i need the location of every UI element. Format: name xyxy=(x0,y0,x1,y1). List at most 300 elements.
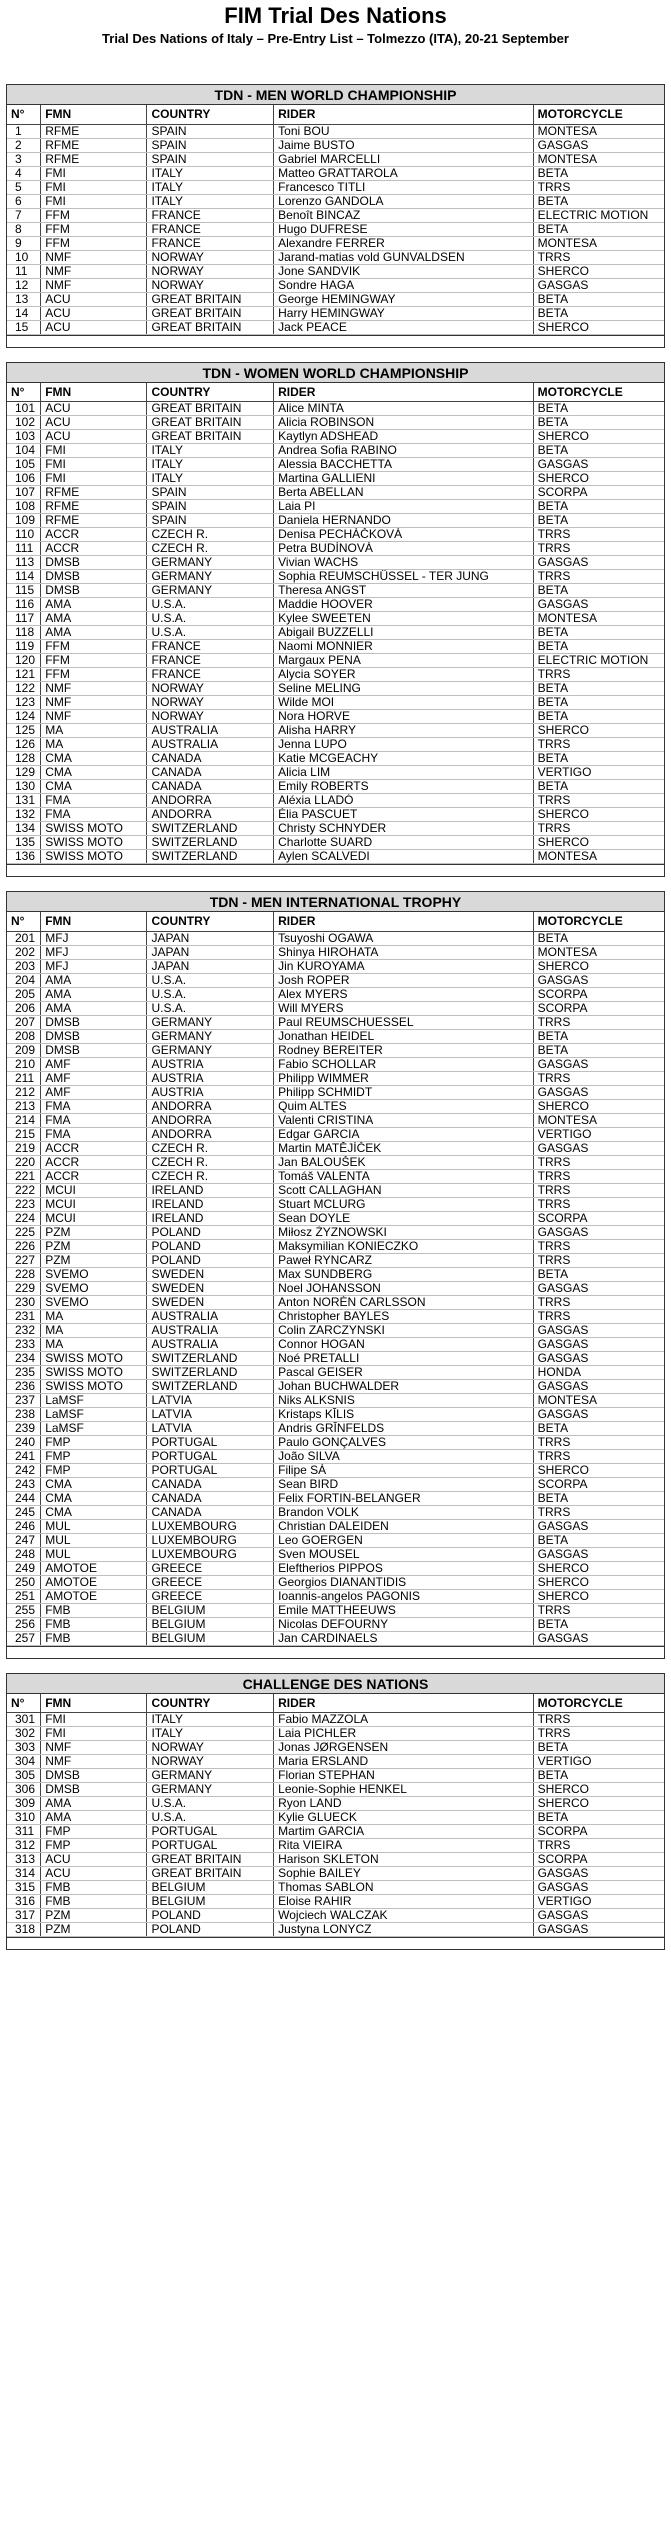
cell-country: POLAND xyxy=(147,1225,274,1239)
cell-fmn: RFME xyxy=(41,486,147,500)
cell-motorcycle: MONTESA xyxy=(533,152,664,166)
cell-fmn: FMP xyxy=(41,1435,147,1449)
cell-number: 6 xyxy=(7,194,41,208)
cell-country: ANDORRA xyxy=(147,1099,274,1113)
cell-number: 309 xyxy=(7,1797,41,1811)
table-row xyxy=(7,612,664,626)
table-row xyxy=(7,1713,664,1727)
cell-fmn: MFJ xyxy=(41,959,147,973)
table-row xyxy=(7,402,664,416)
cell-motorcycle: TRRS xyxy=(533,1169,664,1183)
cell-number: 257 xyxy=(7,1631,41,1645)
table-row xyxy=(7,822,664,836)
cell-rider: Benoît BINCAZ xyxy=(274,208,534,222)
cell-number: 4 xyxy=(7,166,41,180)
cell-rider: Noel JOHANSSON xyxy=(274,1281,534,1295)
table-row xyxy=(7,1727,664,1741)
table-row xyxy=(7,945,664,959)
column-header-motorcycle: MOTORCYCLE xyxy=(533,1694,664,1713)
cell-fmn: ACU xyxy=(41,1867,147,1881)
table-row xyxy=(7,556,664,570)
cell-fmn: RFME xyxy=(41,138,147,152)
cell-country: GREAT BRITAIN xyxy=(147,416,274,430)
table-row xyxy=(7,444,664,458)
cell-country: CANADA xyxy=(147,752,274,766)
cell-country: NORWAY xyxy=(147,1741,274,1755)
cell-number: 232 xyxy=(7,1323,41,1337)
table-row xyxy=(7,514,664,528)
cell-country: GERMANY xyxy=(147,1029,274,1043)
table-header-row xyxy=(7,1694,664,1713)
cell-country: GREAT BRITAIN xyxy=(147,320,274,334)
column-header-rider: RIDER xyxy=(274,105,534,124)
cell-country: FRANCE xyxy=(147,222,274,236)
cell-number: 135 xyxy=(7,836,41,850)
column-header-number: N° xyxy=(7,383,41,402)
cell-fmn: FMB xyxy=(41,1617,147,1631)
table-row xyxy=(7,1547,664,1561)
cell-country: FRANCE xyxy=(147,640,274,654)
cell-motorcycle: BETA xyxy=(533,931,664,945)
cell-fmn: DMSB xyxy=(41,1769,147,1783)
cell-number: 227 xyxy=(7,1253,41,1267)
cell-number: 206 xyxy=(7,1001,41,1015)
cell-number: 256 xyxy=(7,1617,41,1631)
cell-motorcycle: BETA xyxy=(533,222,664,236)
table-row xyxy=(7,1379,664,1393)
cell-country: NORWAY xyxy=(147,696,274,710)
cell-rider: Alessia BACCHETTA xyxy=(274,458,534,472)
cell-country: POLAND xyxy=(147,1923,274,1937)
table-row xyxy=(7,1811,664,1825)
cell-number: 311 xyxy=(7,1825,41,1839)
document-subtitle: Trial Des Nations of Italy – Pre-Entry List – Tolmezzo (ITA), 20-21 September xyxy=(102,31,569,46)
cell-fmn: SWISS MOTO xyxy=(41,836,147,850)
cell-motorcycle: TRRS xyxy=(533,570,664,584)
cell-number: 255 xyxy=(7,1603,41,1617)
cell-rider: Martin MATĚJÍČEK xyxy=(274,1141,534,1155)
cell-fmn: MUL xyxy=(41,1519,147,1533)
cell-country: BELGIUM xyxy=(147,1881,274,1895)
table-row xyxy=(7,542,664,556)
cell-number: 310 xyxy=(7,1811,41,1825)
table-row xyxy=(7,1169,664,1183)
cell-motorcycle: TRRS xyxy=(533,1713,664,1727)
table-row xyxy=(7,836,664,850)
cell-country: GREAT BRITAIN xyxy=(147,292,274,306)
cell-motorcycle: TRRS xyxy=(533,1449,664,1463)
table-row xyxy=(7,1741,664,1755)
cell-fmn: SVEMO xyxy=(41,1295,147,1309)
entry-section xyxy=(6,1673,665,1951)
cell-fmn: DMSB xyxy=(41,1029,147,1043)
section-title: CHALLENGE DES NATIONS xyxy=(7,1674,664,1694)
cell-number: 104 xyxy=(7,444,41,458)
cell-country: PORTUGAL xyxy=(147,1449,274,1463)
cell-motorcycle: TRRS xyxy=(533,1183,664,1197)
cell-country: FRANCE xyxy=(147,208,274,222)
table-row xyxy=(7,1505,664,1519)
cell-motorcycle: GASGAS xyxy=(533,556,664,570)
cell-country: PORTUGAL xyxy=(147,1463,274,1477)
cell-rider: Katie MCGEACHY xyxy=(274,752,534,766)
cell-rider: Fabio SCHOLLAR xyxy=(274,1057,534,1071)
column-header-country: COUNTRY xyxy=(147,912,274,931)
cell-motorcycle: BETA xyxy=(533,1491,664,1505)
cell-motorcycle: SHERCO xyxy=(533,1783,664,1797)
cell-fmn: DMSB xyxy=(41,1015,147,1029)
table-row xyxy=(7,1155,664,1169)
cell-motorcycle: BETA xyxy=(533,752,664,766)
cell-motorcycle: GASGAS xyxy=(533,1085,664,1099)
cell-country: U.S.A. xyxy=(147,1001,274,1015)
cell-fmn: SWISS MOTO xyxy=(41,822,147,836)
table-row xyxy=(7,1113,664,1127)
cell-fmn: NMF xyxy=(41,682,147,696)
cell-number: 106 xyxy=(7,472,41,486)
entry-table xyxy=(7,912,664,1646)
cell-country: CZECH R. xyxy=(147,542,274,556)
cell-country: SPAIN xyxy=(147,500,274,514)
cell-rider: Filipe SÁ xyxy=(274,1463,534,1477)
cell-country: CZECH R. xyxy=(147,1155,274,1169)
table-row xyxy=(7,1839,664,1853)
cell-number: 208 xyxy=(7,1029,41,1043)
cell-number: 1 xyxy=(7,124,41,138)
table-row xyxy=(7,654,664,668)
cell-country: SPAIN xyxy=(147,152,274,166)
cell-number: 302 xyxy=(7,1727,41,1741)
table-row xyxy=(7,752,664,766)
table-row xyxy=(7,1853,664,1867)
cell-country: LUXEMBOURG xyxy=(147,1547,274,1561)
cell-motorcycle: TRRS xyxy=(533,668,664,682)
cell-number: 202 xyxy=(7,945,41,959)
cell-fmn: DMSB xyxy=(41,584,147,598)
cell-motorcycle: GASGAS xyxy=(533,1323,664,1337)
cell-number: 306 xyxy=(7,1783,41,1797)
cell-fmn: LaMSF xyxy=(41,1421,147,1435)
cell-country: ITALY xyxy=(147,1713,274,1727)
cell-rider: Alicia LIM xyxy=(274,766,534,780)
cell-rider: Brandon VOLK xyxy=(274,1505,534,1519)
table-row xyxy=(7,584,664,598)
cell-motorcycle: MONTESA xyxy=(533,124,664,138)
cell-motorcycle: GASGAS xyxy=(533,1057,664,1071)
table-row xyxy=(7,500,664,514)
cell-number: 235 xyxy=(7,1365,41,1379)
table-row xyxy=(7,710,664,724)
cell-country: LATVIA xyxy=(147,1393,274,1407)
cell-number: 115 xyxy=(7,584,41,598)
table-row xyxy=(7,1491,664,1505)
cell-rider: Thomas SABLON xyxy=(274,1881,534,1895)
cell-rider: Rodney BEREITER xyxy=(274,1043,534,1057)
column-header-fmn: FMN xyxy=(41,383,147,402)
cell-motorcycle: GASGAS xyxy=(533,278,664,292)
table-row xyxy=(7,1617,664,1631)
cell-number: 116 xyxy=(7,598,41,612)
table-row xyxy=(7,626,664,640)
cell-country: ANDORRA xyxy=(147,1113,274,1127)
cell-fmn: NMF xyxy=(41,710,147,724)
cell-fmn: MA xyxy=(41,1337,147,1351)
cell-fmn: FMI xyxy=(41,166,147,180)
cell-fmn: PZM xyxy=(41,1923,147,1937)
cell-country: PORTUGAL xyxy=(147,1435,274,1449)
cell-number: 241 xyxy=(7,1449,41,1463)
cell-motorcycle: BETA xyxy=(533,780,664,794)
cell-motorcycle: SCORPA xyxy=(533,987,664,1001)
cell-fmn: FFM xyxy=(41,668,147,682)
table-row xyxy=(7,1407,664,1421)
cell-country: AUSTRIA xyxy=(147,1071,274,1085)
table-row xyxy=(7,1211,664,1225)
table-header-row xyxy=(7,383,664,402)
table-row xyxy=(7,780,664,794)
cell-fmn: AMA xyxy=(41,973,147,987)
cell-rider: Rita VIEIRA xyxy=(274,1839,534,1853)
cell-rider: Martim GARCIA xyxy=(274,1825,534,1839)
cell-number: 317 xyxy=(7,1909,41,1923)
cell-country: AUSTRALIA xyxy=(147,738,274,752)
cell-fmn: MA xyxy=(41,724,147,738)
cell-number: 251 xyxy=(7,1589,41,1603)
cell-number: 248 xyxy=(7,1547,41,1561)
cell-motorcycle: GASGAS xyxy=(533,1519,664,1533)
cell-rider: Andris GRĪNFELDS xyxy=(274,1421,534,1435)
table-row xyxy=(7,1043,664,1057)
cell-motorcycle: TRRS xyxy=(533,1197,664,1211)
table-row xyxy=(7,931,664,945)
cell-number: 219 xyxy=(7,1141,41,1155)
cell-rider: Jack PEACE xyxy=(274,320,534,334)
cell-number: 131 xyxy=(7,794,41,808)
cell-motorcycle: SCORPA xyxy=(533,1825,664,1839)
cell-country: NORWAY xyxy=(147,278,274,292)
cell-country: GERMANY xyxy=(147,584,274,598)
cell-rider: Wojciech WALCZAK xyxy=(274,1909,534,1923)
cell-number: 234 xyxy=(7,1351,41,1365)
cell-rider: Alexandre FERRER xyxy=(274,236,534,250)
cell-fmn: NMF xyxy=(41,696,147,710)
section-title: TDN - WOMEN WORLD CHAMPIONSHIP xyxy=(7,363,664,383)
cell-motorcycle: TRRS xyxy=(533,528,664,542)
cell-number: 203 xyxy=(7,959,41,973)
cell-motorcycle: SHERCO xyxy=(533,472,664,486)
cell-fmn: CMA xyxy=(41,1505,147,1519)
table-row xyxy=(7,794,664,808)
cell-country: SWEDEN xyxy=(147,1295,274,1309)
cell-rider: Quim ALTES xyxy=(274,1099,534,1113)
table-row xyxy=(7,1239,664,1253)
cell-motorcycle: SCORPA xyxy=(533,1211,664,1225)
table-row xyxy=(7,208,664,222)
cell-number: 103 xyxy=(7,430,41,444)
cell-fmn: MFJ xyxy=(41,931,147,945)
entry-table xyxy=(7,383,664,865)
cell-number: 14 xyxy=(7,306,41,320)
cell-number: 9 xyxy=(7,236,41,250)
cell-fmn: FMB xyxy=(41,1631,147,1645)
cell-country: GREAT BRITAIN xyxy=(147,1867,274,1881)
cell-rider: Niks ALKSNIS xyxy=(274,1393,534,1407)
table-row xyxy=(7,738,664,752)
cell-number: 213 xyxy=(7,1099,41,1113)
cell-country: CANADA xyxy=(147,1505,274,1519)
cell-country: LUXEMBOURG xyxy=(147,1519,274,1533)
table-row xyxy=(7,222,664,236)
table-row xyxy=(7,1631,664,1645)
cell-number: 220 xyxy=(7,1155,41,1169)
column-header-number: N° xyxy=(7,105,41,124)
cell-motorcycle: SHERCO xyxy=(533,1589,664,1603)
cell-number: 305 xyxy=(7,1769,41,1783)
cell-number: 240 xyxy=(7,1435,41,1449)
cell-fmn: RFME xyxy=(41,514,147,528)
cell-motorcycle: VERTIGO xyxy=(533,1127,664,1141)
cell-fmn: FFM xyxy=(41,222,147,236)
cell-motorcycle: GASGAS xyxy=(533,1867,664,1881)
cell-rider: Christopher BAYLES xyxy=(274,1309,534,1323)
cell-fmn: RFME xyxy=(41,124,147,138)
cell-fmn: AMOTOE xyxy=(41,1589,147,1603)
cell-number: 223 xyxy=(7,1197,41,1211)
cell-motorcycle: SHERCO xyxy=(533,724,664,738)
cell-number: 101 xyxy=(7,402,41,416)
cell-country: CZECH R. xyxy=(147,1169,274,1183)
cell-rider: Stuart MCLURG xyxy=(274,1197,534,1211)
table-row xyxy=(7,1127,664,1141)
cell-fmn: AMOTOE xyxy=(41,1575,147,1589)
table-row xyxy=(7,292,664,306)
cell-rider: Noé PRETALLI xyxy=(274,1351,534,1365)
table-row xyxy=(7,1589,664,1603)
cell-motorcycle: SHERCO xyxy=(533,1561,664,1575)
cell-motorcycle: SHERCO xyxy=(533,836,664,850)
cell-rider: Jenna LUPO xyxy=(274,738,534,752)
cell-number: 123 xyxy=(7,696,41,710)
cell-fmn: AMF xyxy=(41,1071,147,1085)
cell-motorcycle: GASGAS xyxy=(533,973,664,987)
cell-fmn: AMA xyxy=(41,626,147,640)
cell-number: 301 xyxy=(7,1713,41,1727)
table-row xyxy=(7,1099,664,1113)
cell-rider: Alycia SOYER xyxy=(274,668,534,682)
cell-rider: Jonathan HEIDEL xyxy=(274,1029,534,1043)
cell-rider: Florian STEPHAN xyxy=(274,1769,534,1783)
cell-country: U.S.A. xyxy=(147,973,274,987)
cell-number: 242 xyxy=(7,1463,41,1477)
cell-rider: Charlotte SUARD xyxy=(274,836,534,850)
cell-fmn: FMI xyxy=(41,194,147,208)
cell-number: 231 xyxy=(7,1309,41,1323)
cell-rider: Matteo GRATTAROLA xyxy=(274,166,534,180)
table-row xyxy=(7,598,664,612)
cell-number: 314 xyxy=(7,1867,41,1881)
column-header-rider: RIDER xyxy=(274,383,534,402)
cell-country: AUSTRALIA xyxy=(147,1309,274,1323)
cell-number: 134 xyxy=(7,822,41,836)
cell-number: 15 xyxy=(7,320,41,334)
cell-rider: Petra BUDÍNOVÁ xyxy=(274,542,534,556)
cell-motorcycle: GASGAS xyxy=(533,1631,664,1645)
table-row xyxy=(7,236,664,250)
cell-motorcycle: TRRS xyxy=(533,180,664,194)
cell-motorcycle: TRRS xyxy=(533,1253,664,1267)
cell-fmn: PZM xyxy=(41,1239,147,1253)
cell-rider: Lorenzo GANDOLA xyxy=(274,194,534,208)
table-row xyxy=(7,1295,664,1309)
cell-country: ANDORRA xyxy=(147,794,274,808)
cell-fmn: MFJ xyxy=(41,945,147,959)
cell-rider: Sven MOUSEL xyxy=(274,1547,534,1561)
table-row xyxy=(7,1421,664,1435)
table-row xyxy=(7,850,664,864)
table-row xyxy=(7,570,664,584)
cell-rider: Seline MELING xyxy=(274,682,534,696)
cell-country: SWITZERLAND xyxy=(147,1351,274,1365)
cell-number: 117 xyxy=(7,612,41,626)
table-row xyxy=(7,696,664,710)
cell-number: 250 xyxy=(7,1575,41,1589)
cell-number: 225 xyxy=(7,1225,41,1239)
cell-rider: Harison SKLETON xyxy=(274,1853,534,1867)
cell-rider: Harry HEMINGWAY xyxy=(274,306,534,320)
cell-rider: Denisa PECHÁČKOVÁ xyxy=(274,528,534,542)
cell-country: GREECE xyxy=(147,1589,274,1603)
table-row xyxy=(7,1337,664,1351)
cell-country: GERMANY xyxy=(147,570,274,584)
cell-fmn: FMP xyxy=(41,1839,147,1853)
table-row xyxy=(7,1867,664,1881)
cell-motorcycle: SHERCO xyxy=(533,1463,664,1477)
cell-motorcycle: BETA xyxy=(533,1267,664,1281)
table-row xyxy=(7,124,664,138)
cell-number: 226 xyxy=(7,1239,41,1253)
cell-country: JAPAN xyxy=(147,931,274,945)
cell-country: SPAIN xyxy=(147,124,274,138)
cell-rider: Connor HOGAN xyxy=(274,1337,534,1351)
cell-motorcycle: TRRS xyxy=(533,250,664,264)
cell-motorcycle: TRRS xyxy=(533,1155,664,1169)
cell-fmn: SVEMO xyxy=(41,1281,147,1295)
table-row xyxy=(7,152,664,166)
cell-number: 209 xyxy=(7,1043,41,1057)
cell-motorcycle: BETA xyxy=(533,194,664,208)
cell-country: ITALY xyxy=(147,166,274,180)
cell-country: NORWAY xyxy=(147,710,274,724)
cell-motorcycle: BETA xyxy=(533,444,664,458)
table-row xyxy=(7,1923,664,1937)
document-title: FIM Trial Des Nations xyxy=(224,3,447,28)
cell-motorcycle: TRRS xyxy=(533,1071,664,1085)
cell-number: 243 xyxy=(7,1477,41,1491)
cell-country: GREAT BRITAIN xyxy=(147,430,274,444)
cell-motorcycle: BETA xyxy=(533,1043,664,1057)
cell-country: NORWAY xyxy=(147,682,274,696)
table-row xyxy=(7,682,664,696)
table-row xyxy=(7,486,664,500)
cell-country: ITALY xyxy=(147,458,274,472)
table-row xyxy=(7,959,664,973)
cell-fmn: MUL xyxy=(41,1533,147,1547)
cell-rider: Jaime BUSTO xyxy=(274,138,534,152)
cell-motorcycle: SHERCO xyxy=(533,1797,664,1811)
table-row xyxy=(7,1909,664,1923)
cell-rider: Edgar GARCIA xyxy=(274,1127,534,1141)
cell-fmn: FMA xyxy=(41,808,147,822)
